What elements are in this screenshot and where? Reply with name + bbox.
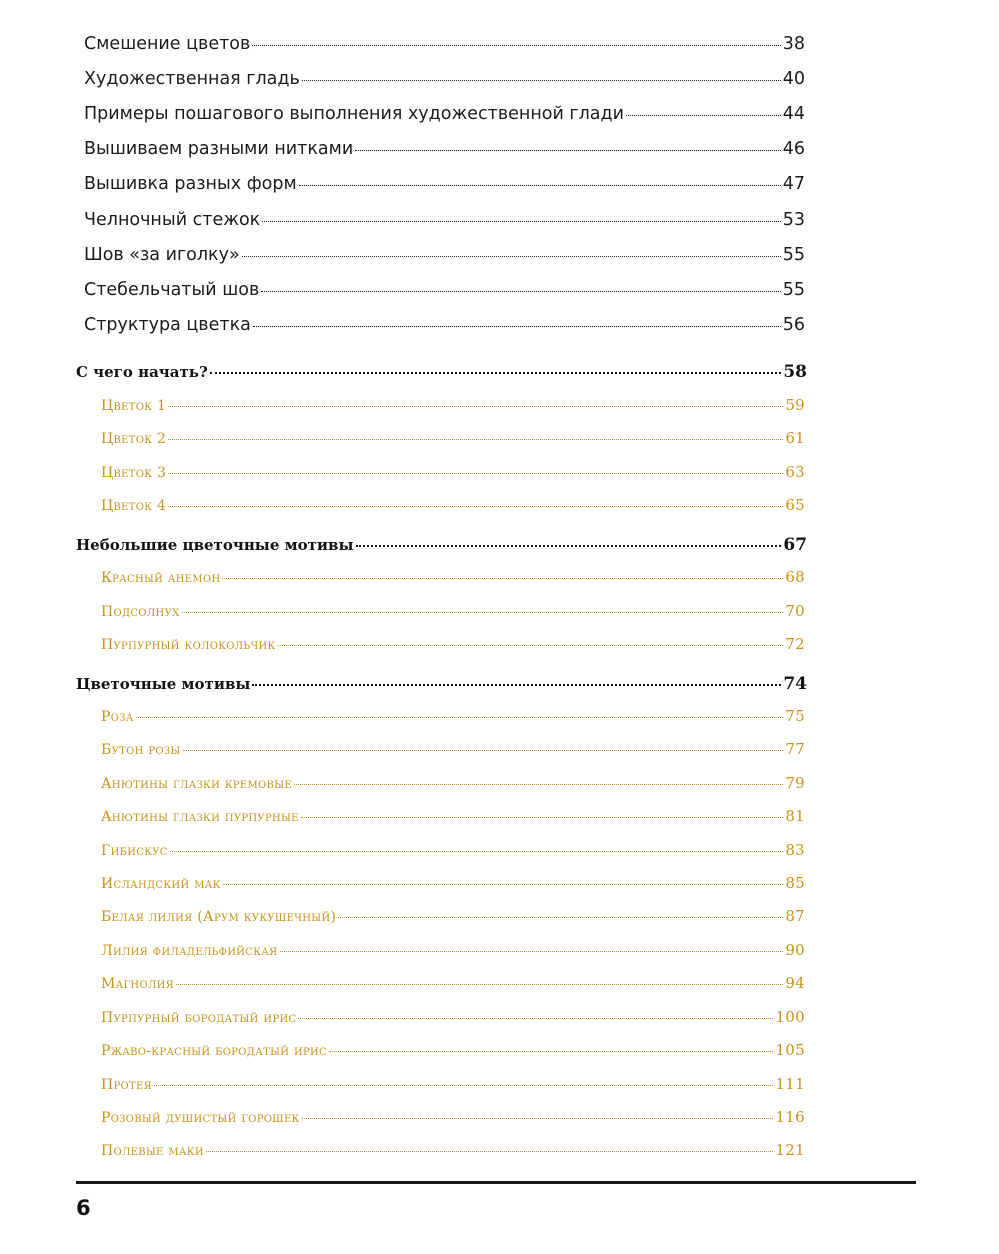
toc-subentry-title: Пурпурный бородатый ирис <box>101 1010 297 1026</box>
toc-subentry-title: Цветок 2 <box>101 431 167 447</box>
toc-entry[interactable] <box>84 104 805 124</box>
toc-entry-page: 56 <box>782 315 805 335</box>
toc-subentry-title: Ржаво-красный бородатый ирис <box>101 1043 328 1059</box>
toc-entry[interactable] <box>84 174 805 194</box>
dot-leader <box>183 750 784 751</box>
toc-subentry-title: Белая лилия (Арум кукушечный) <box>101 909 337 925</box>
toc-subentry[interactable] <box>101 463 805 481</box>
dot-leader <box>170 851 784 852</box>
toc-subentry-page: 81 <box>785 807 805 825</box>
toc-subentry-page: 63 <box>785 463 805 481</box>
toc-section-small[interactable] <box>76 535 807 555</box>
toc-subentry[interactable] <box>101 1041 805 1059</box>
dot-leader <box>626 115 781 116</box>
toc-subentry-page: 111 <box>775 1075 805 1093</box>
toc-subentry-page: 72 <box>785 635 805 653</box>
dot-leader <box>302 1118 774 1119</box>
dot-leader <box>338 917 783 918</box>
toc-entry[interactable] <box>84 245 805 265</box>
dot-leader <box>278 645 784 646</box>
dot-leader <box>182 612 784 613</box>
toc-entry-title: Примеры пошагового выполнения художественной глади <box>84 104 624 124</box>
toc-subentry[interactable] <box>101 602 805 620</box>
dot-leader <box>176 984 783 985</box>
toc-subentry[interactable] <box>101 1075 805 1093</box>
dot-leader <box>280 951 784 952</box>
toc-subentry[interactable] <box>101 907 805 925</box>
toc-subentry-page: 87 <box>785 907 805 925</box>
toc-entry-title: Смешение цветов <box>84 34 251 54</box>
toc-subentry-page: 83 <box>785 841 805 859</box>
toc-subentry-title: Гибискус <box>101 843 168 859</box>
toc-subentry[interactable] <box>101 941 805 959</box>
toc-subentry-page: 59 <box>785 396 805 414</box>
toc-entry[interactable] <box>84 280 805 300</box>
toc-section-page: 58 <box>783 362 807 382</box>
dot-leader <box>253 326 781 327</box>
toc-subentry[interactable] <box>101 1008 805 1026</box>
toc-entry-title: Челночный стежок <box>84 210 261 230</box>
toc-section-title: С чего начать? <box>76 363 208 381</box>
toc-subentry-title: Цветок 3 <box>101 465 167 481</box>
toc-entry[interactable] <box>84 69 805 89</box>
dot-leader <box>222 578 783 579</box>
toc-subentry[interactable] <box>101 496 805 514</box>
toc-entry[interactable] <box>84 315 805 335</box>
dot-leader <box>223 884 784 885</box>
toc-subentry[interactable] <box>101 635 805 653</box>
toc-entry-page: 53 <box>782 210 805 230</box>
toc-entry-page: 55 <box>782 245 805 265</box>
toc-subentry-title: Анютины глазки пурпурные <box>101 809 299 825</box>
toc-subentry-page: 79 <box>785 774 805 792</box>
toc-subentry[interactable] <box>101 568 805 586</box>
toc-section-title: Небольшие цветочные мотивы <box>76 536 354 554</box>
toc-entry[interactable] <box>84 139 805 159</box>
toc-subentry-page: 116 <box>775 1108 805 1126</box>
toc-subentry-page: 68 <box>785 568 805 586</box>
footer-rule <box>76 1181 916 1184</box>
toc-subentry-title: Пурпурный колокольчик <box>101 637 276 653</box>
dot-leader <box>206 1151 774 1152</box>
dot-leader <box>168 406 783 407</box>
toc-subentry[interactable] <box>101 1108 805 1126</box>
toc-subentry[interactable] <box>101 974 805 992</box>
toc-section-motifs[interactable] <box>76 674 807 694</box>
toc-entry-page: 47 <box>782 174 805 194</box>
toc-entry[interactable] <box>84 34 805 54</box>
dot-leader <box>356 545 782 547</box>
toc-entry-title: Вышиваем разными нитками <box>84 139 354 159</box>
toc-entry-page: 46 <box>782 139 805 159</box>
toc-entry-page: 40 <box>782 69 805 89</box>
toc-section-page: 67 <box>783 535 807 555</box>
toc-subentry-page: 121 <box>775 1141 805 1159</box>
toc-section-page: 74 <box>783 674 807 694</box>
toc-section-start[interactable] <box>76 362 807 382</box>
dot-leader <box>355 150 781 151</box>
dot-leader <box>261 291 780 292</box>
toc-entry-page: 38 <box>782 34 805 54</box>
toc-subentry[interactable] <box>101 841 805 859</box>
toc-subentry-title: Протея <box>101 1077 152 1093</box>
dot-leader <box>298 1018 773 1019</box>
toc-entry-title: Структура цветка <box>84 315 251 335</box>
toc-subentry-page: 65 <box>785 496 805 514</box>
dot-leader <box>168 439 783 440</box>
dot-leader <box>294 784 783 785</box>
dot-leader <box>301 817 784 818</box>
toc-entry-title: Художественная гладь <box>84 69 300 89</box>
toc-subentry-title: Исландский мак <box>101 876 221 892</box>
toc-subentry-page: 85 <box>785 874 805 892</box>
toc-subentry-title: Роза <box>101 709 134 725</box>
toc-subentry-title: Подсолнух <box>101 604 180 620</box>
toc-subentry[interactable] <box>101 429 805 447</box>
toc-entry-title: Шов «за иголку» <box>84 245 240 265</box>
dot-leader <box>168 473 783 474</box>
toc-subentry[interactable] <box>101 874 805 892</box>
dot-leader <box>252 684 781 686</box>
toc-subentry[interactable] <box>101 740 805 758</box>
toc-subentry-title: Бутон розы <box>101 742 181 758</box>
toc-subentry[interactable] <box>101 707 805 725</box>
toc-subentry-page: 77 <box>785 740 805 758</box>
toc-entry-title: Вышивка разных форм <box>84 174 297 194</box>
toc-subentry-title: Розовый душистый горошек <box>101 1110 300 1126</box>
page-number: 6 <box>76 1196 91 1220</box>
dot-leader <box>299 185 781 186</box>
toc-subentry[interactable] <box>101 774 805 792</box>
toc-subentry-page: 75 <box>785 707 805 725</box>
toc-subentry-title: Цветок 4 <box>101 498 167 514</box>
toc-subentry-title: Полевые маки <box>101 1143 204 1159</box>
toc-subentry-page: 70 <box>785 602 805 620</box>
dot-leader <box>154 1085 773 1086</box>
dot-leader <box>242 256 781 257</box>
toc-subentry-title: Анютины глазки кремовые <box>101 776 292 792</box>
dot-leader <box>136 717 784 718</box>
dot-leader <box>329 1051 773 1052</box>
toc-subentry[interactable] <box>101 396 805 414</box>
dot-leader <box>262 221 780 222</box>
dot-leader <box>302 80 781 81</box>
dot-leader <box>252 45 780 46</box>
toc-subentry-page: 61 <box>785 429 805 447</box>
toc-subentry[interactable] <box>101 1141 805 1159</box>
toc-subentry-title: Цветок 1 <box>101 398 167 414</box>
toc-subentry-page: 105 <box>775 1041 805 1059</box>
toc-subentry-title: Лилия филадельфийская <box>101 943 278 959</box>
toc-subentry-title: Магнолия <box>101 976 174 992</box>
toc-entry[interactable] <box>84 210 805 230</box>
toc-subentry-page: 100 <box>775 1008 805 1026</box>
toc-section-title: Цветочные мотивы <box>76 675 251 693</box>
toc-subentry-page: 94 <box>785 974 805 992</box>
toc-entry-page: 44 <box>782 104 805 124</box>
toc-subentry-page: 90 <box>785 941 805 959</box>
toc-subentry-title: Красный анемон <box>101 570 221 586</box>
dot-leader <box>168 506 783 507</box>
toc-entry-title: Стебельчатый шов <box>84 280 260 300</box>
toc-entry-page: 55 <box>782 280 805 300</box>
toc-subentry[interactable] <box>101 807 805 825</box>
dot-leader <box>210 372 782 374</box>
